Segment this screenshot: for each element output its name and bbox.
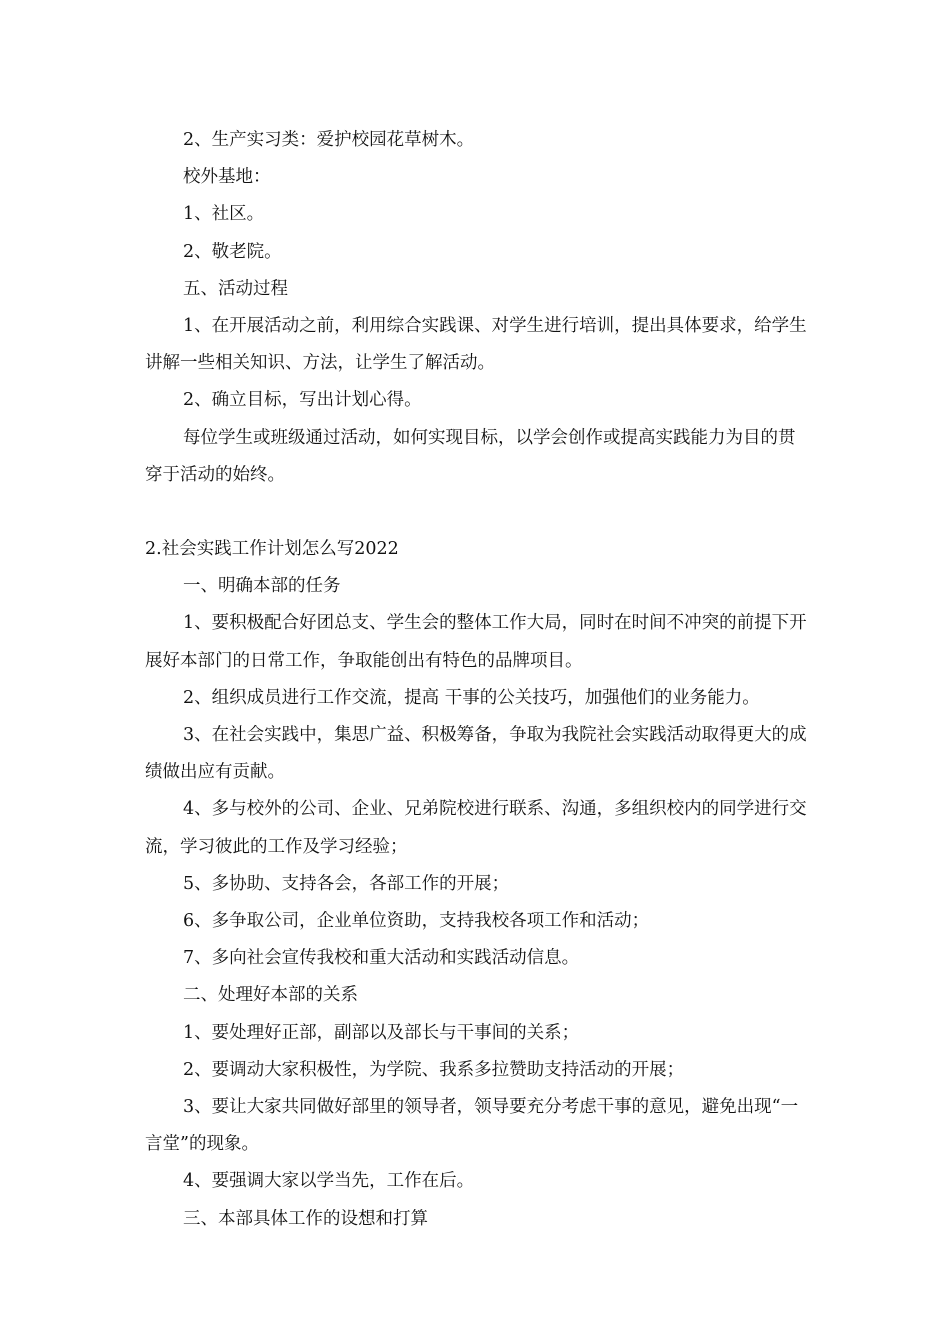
section-heading: 三、本部具体工作的设想和打算	[183, 1208, 428, 1229]
section-heading: 二、处理好本部的关系	[183, 985, 358, 1006]
document-body	[145, 122, 810, 1238]
section-heading: 五、活动过程	[183, 278, 288, 299]
paragraph: 2、敬老院。	[183, 241, 282, 262]
paragraph: 7、多向社会宣传我校和重大活动和实践活动信息。	[183, 948, 580, 969]
paragraph: 1、要处理好正部，副部以及部长与干事间的关系；	[183, 1022, 580, 1043]
paragraph: 2、组织成员进行工作交流，提高 干事的公关技巧，加强他们的业务能力。	[183, 687, 760, 708]
paragraph: 3、要让大家共同做好部里的领导者，领导要充分考虑干事的意见，避免出现“一言堂”的现象。	[145, 1097, 799, 1155]
paragraph: 4、多与校外的公司、企业、兄弟院校进行联系、沟通，多组织校内的同学进行交流，学习彼此的工作及学习经验；	[145, 799, 807, 857]
paragraph: 2、要调动大家积极性，为学院、我系多拉赞助支持活动的开展；	[183, 1059, 685, 1080]
paragraph: 2、生产实习类：爱护校园花草树木。	[183, 130, 475, 150]
paragraph: 1、社区。	[183, 204, 265, 225]
section-gap	[145, 494, 810, 531]
paragraph: 2、确立目标，写出计划心得。	[183, 390, 422, 411]
paragraph: 4、要强调大家以学当先，工作在后。	[183, 1171, 475, 1192]
paragraph: 6、多争取公司，企业单位资助，支持我校各项工作和活动；	[183, 911, 650, 932]
paragraph: 每位学生或班级通过活动，如何实现目标，以学会创作或提高实践能力为目的贯穿于活动的始终。	[145, 427, 796, 485]
paragraph: 校外基地：	[183, 167, 271, 188]
section-heading: 一、明确本部的任务	[183, 576, 341, 597]
paragraph: 3、在社会实践中，集思广益、积极筹备，争取为我院社会实践活动取得更大的成绩做出应有贡献。	[145, 725, 807, 783]
section-title: 2.社会实践工作计划怎么写2022	[145, 539, 399, 560]
paragraph: 1、要积极配合好团总支、学生会的整体工作大局，同时在时间不冲突的前提下开展好本部门的日常工作，争取能创出有特色的品牌项目。	[145, 613, 807, 671]
paragraph: 5、多协助、支持各会，各部工作的开展；	[183, 873, 510, 894]
paragraph: 1、在开展活动之前，利用综合实践课、对学生进行培训，提出具体要求，给学生讲解一些相关知识、方法，让学生了解活动。	[145, 316, 807, 374]
